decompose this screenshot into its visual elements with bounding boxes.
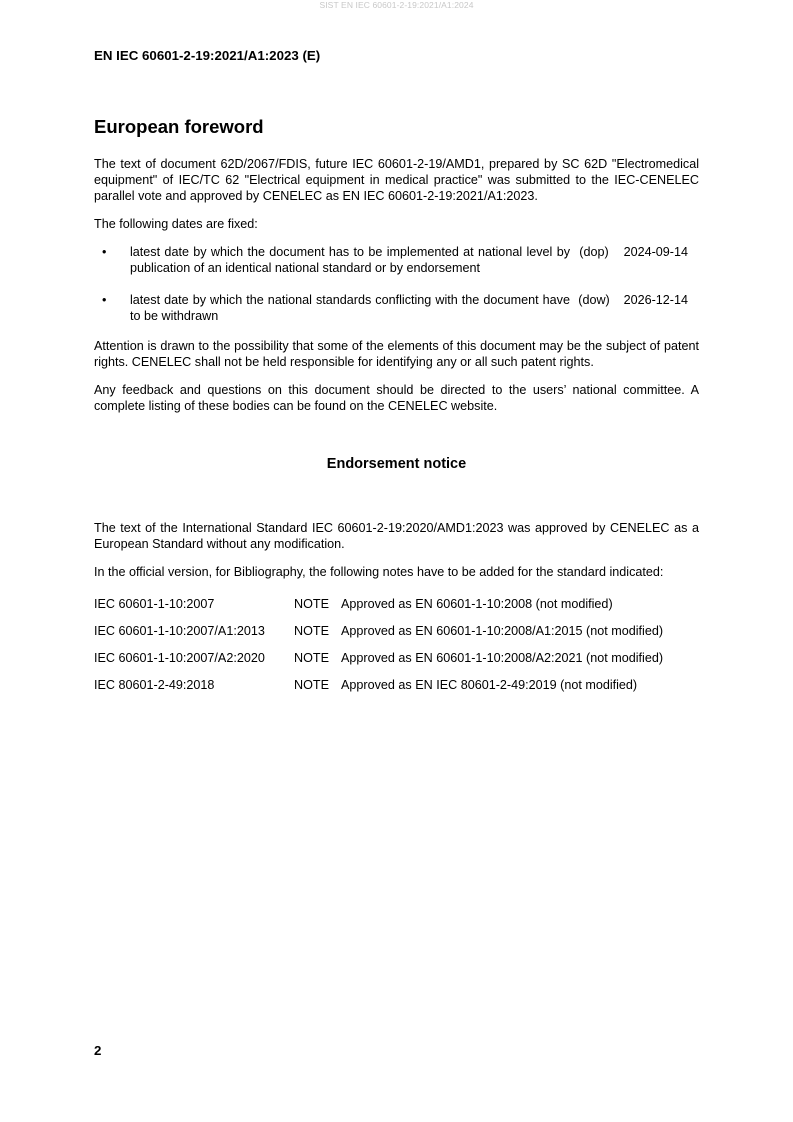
table-row xyxy=(94,623,699,639)
bullet-icon: • xyxy=(102,293,107,307)
document-id-header: EN IEC 60601-2-19:2021/A1:2023 (E) xyxy=(94,48,321,63)
note-text: Approved as EN 60601-1-10:2008/A2:2021 (not modified) xyxy=(341,651,664,665)
watermark: SIST EN IEC 60601-2-19:2021/A1:2024 xyxy=(319,0,474,10)
note-text: Approved as EN IEC 80601-2-49:2019 (not modified) xyxy=(341,678,638,692)
date-code: (dow) xyxy=(578,293,610,307)
bullet-icon: • xyxy=(102,245,107,259)
list-item xyxy=(94,292,699,324)
table-row xyxy=(94,596,699,612)
note-label: NOTE xyxy=(294,597,329,611)
note-reference: IEC 60601-1-10:2007 xyxy=(94,597,215,611)
date-value: 2026-12-14 xyxy=(623,293,688,307)
dates-list xyxy=(94,244,699,324)
table-row xyxy=(94,677,699,693)
note-reference: IEC 80601-2-49:2018 xyxy=(94,678,215,692)
foreword-paragraph-1: The text of document 62D/2067/FDIS, future IEC 60601-2-19/AMD1, prepared by SC 62D "Electromedical equipment" of IEC/TC 62 "Electrical equipment in medical practice" was submitted to the IEC-CENELEC parallel vote and approved by CENELEC as EN IEC 60601-2-19:2021/A1:2023. xyxy=(94,157,699,203)
note-text: Approved as EN 60601-1-10:2008 (not modified) xyxy=(341,597,613,611)
date-description: latest date by which the national standards conflicting with the document have to be withdrawn xyxy=(130,293,570,323)
date-description: latest date by which the document has to be implemented at national level by publication of an identical national standard or by endorsement xyxy=(130,245,570,275)
date-code: (dop) xyxy=(579,245,609,259)
list-item xyxy=(94,244,699,276)
foreword-paragraph-2: The following dates are fixed: xyxy=(94,217,258,231)
note-label: NOTE xyxy=(294,651,329,665)
note-text: Approved as EN 60601-1-10:2008/A1:2015 (not modified) xyxy=(341,624,664,638)
note-label: NOTE xyxy=(294,678,329,692)
table-row xyxy=(94,650,699,666)
bibliography-notes xyxy=(94,596,699,693)
foreword-title: European foreword xyxy=(94,116,264,137)
european-foreword-section xyxy=(94,116,699,414)
endorsement-notice-section xyxy=(94,456,699,693)
endorsement-paragraph-2: In the official version, for Bibliography, the following notes have to be added for the standard indicated: xyxy=(94,565,664,579)
note-reference: IEC 60601-1-10:2007/A2:2020 xyxy=(94,651,265,665)
foreword-paragraph-3: Attention is drawn to the possibility that some of the elements of this document may be the subject of patent rights. CENELEC shall not be held responsible for identifying any or all such patent rights. xyxy=(94,339,699,369)
page-number: 2 xyxy=(94,1043,102,1058)
date-value: 2024-09-14 xyxy=(623,245,688,259)
note-label: NOTE xyxy=(294,624,329,638)
note-reference: IEC 60601-1-10:2007/A1:2013 xyxy=(94,624,265,638)
foreword-paragraph-4: Any feedback and questions on this document should be directed to the users’ national committee. A complete listing of these bodies can be found on the CENELEC website. xyxy=(94,383,699,413)
endorsement-title: Endorsement notice xyxy=(326,456,467,472)
page-content xyxy=(94,116,699,704)
endorsement-paragraph-1: The text of the International Standard IEC 60601-2-19:2020/AMD1:2023 was approved by CENELEC as a European Standard without any modification. xyxy=(94,521,699,551)
